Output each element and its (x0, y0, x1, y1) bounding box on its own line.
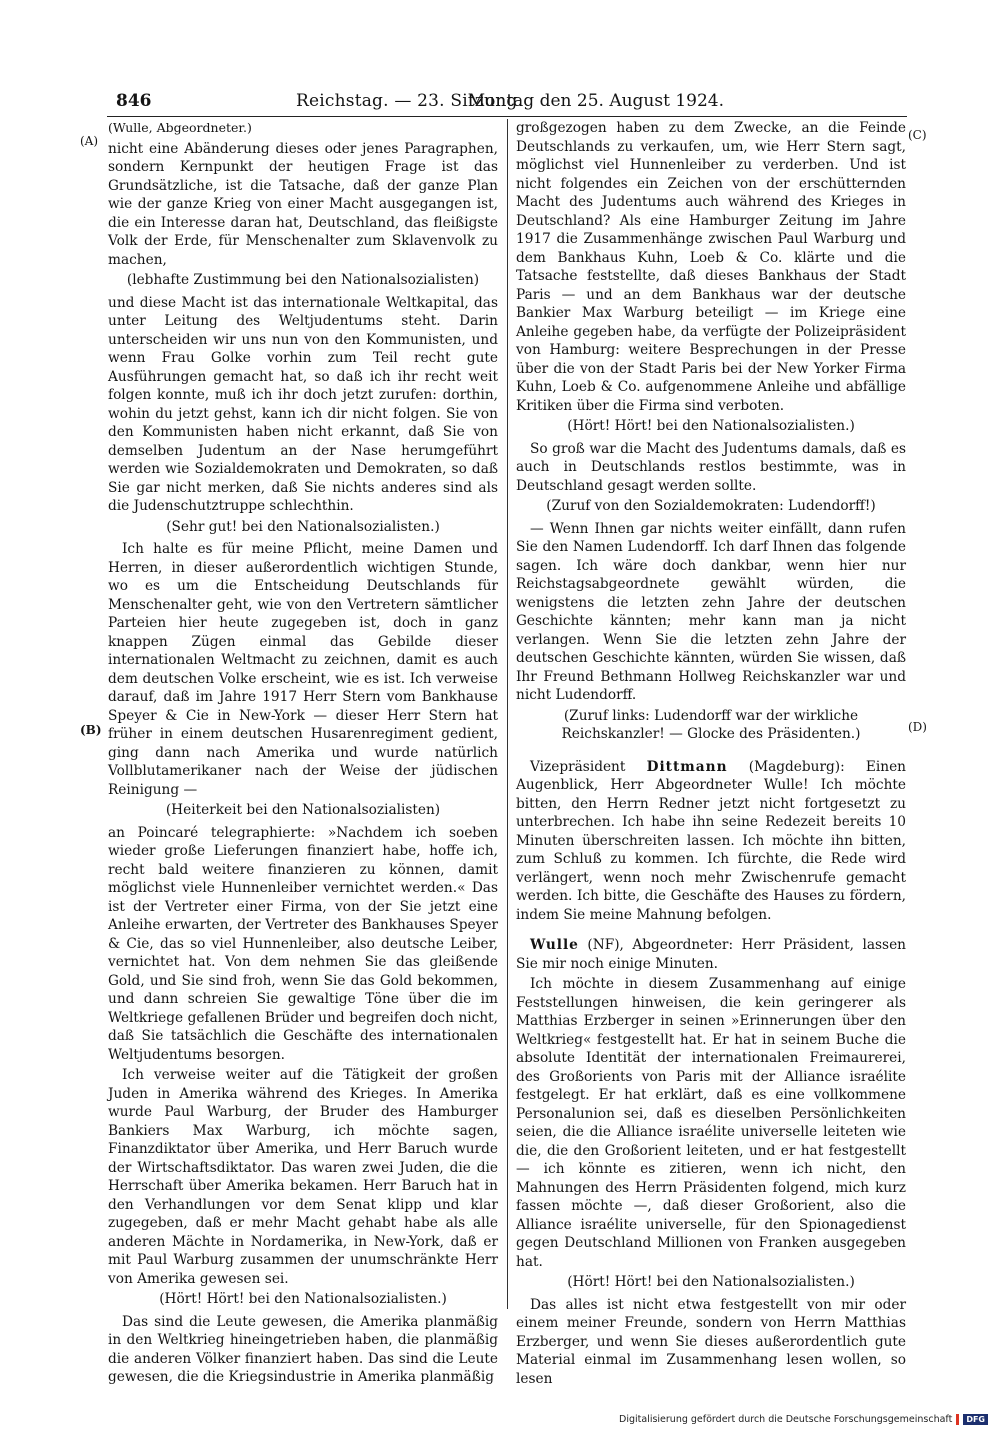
speaker-statement (516, 936, 906, 973)
vp-name: Dittmann (646, 758, 728, 775)
reaction: (Zuruf links: Ludendorff war der wirkliche Reichskanzler! — Glocke des Präsidenten.) (561, 707, 861, 742)
paragraph: und diese Macht ist das internationale Weltkapital, das unter Leitung des Weltjudentums steht. Darin unterscheiden wir uns nun von den Kommunisten, und wenn Frau Golke vorhin zum Teil recht gute Ausführungen gemacht hat, so daß ich ihr recht weit folgen konnte, muß ich ihr doch jetzt zurufen: dorthin, wohin du jetzt gehst, kann ich dir nicht folgen. Sie von den Kommunisten haben nicht erkannt, daß Sie von demselben Judentum an der Nase herumgeführt werden wie Sozialdemokraten und Demokraten, so daß Sie gar nicht merken, daß Sie nichts anderes sind als die Judenschutztruppe schlechthin. (108, 294, 498, 514)
paragraph: nicht eine Abänderung dieses oder jenes Paragraphen, sondern Kernpunkt der heutigen Frage ist das Grundsätzliche, ist die Tatsache, daß der ganze Plan wie der ganze Krieg von einer Macht ausgegangen ist, die ein Interesse daran hat, Deutschland, das fleißigste Volk der Erde, für Menschenalter zum Sklavenvolk zu machen, (108, 140, 498, 268)
vice-president-statement (516, 758, 906, 925)
vp-text: (Magdeburg): Einen Augenblick, Herr Abgeordneter Wulle! Ich möchte bitten, den Herrn Redner jetzt nicht fortgesetzt zu unterbrechen. Ich habe ihn seine Redezeit bereits 10 Minuten überschreiten lassen. Ich möchte ihn bitten, zum Schluß zu kommen. Ich fürchte, die Rede wird verlängert, wenn noch mehr Zwischenrufe gemacht werden. Ich bitte, die Geschäfte des Hauses zu fördern, indem Sie meine Mahnung befolgen. (516, 758, 906, 923)
reaction: (Sehr gut! bei den Nationalsozialisten.) (166, 518, 440, 535)
paragraph: — Wenn Ihnen gar nichts weiter einfällt, dann rufen Sie den Namen Ludendorff. Ich darf Ihnen das folgende sagen. Ich wäre doch dankbar, wenn hier nur Reichstagsabgeordnete gewählt würden, die wenigstens die letzten zehn Jahre der deutschen Geschichte kännten; mehr kann man ja nicht verlangen. Wenn Sie die letzten zehn Jahre der deutschen Geschichte kännten, würden Sie wissen, daß Ihr Freund Bethmann Hollweg Reichskanzler war und nicht Ludendorff. (516, 520, 906, 703)
paragraph: Das alles ist nicht etwa festgestellt von mir oder einem meiner Freunde, sondern von Herrn Matthias Erzberger, und wenn Sie dieses außerordentlich gute Material einmal im Zusammenhang lesen wollen, so lesen (516, 1296, 906, 1387)
right-column (516, 119, 906, 1390)
paragraph: Das sind die Leute gewesen, die Amerika planmäßig in den Weltkrieg hineingetrieben haben, die planmäßig die anderen Völker finanziert haben. Das sind die Leute gewesen, die die Kriegsindustrie in Amerika planmäßig (108, 1313, 498, 1385)
speaker-text: (NF), Abgeordneter: Herr Präsident, lassen Sie mir noch einige Minuten. (516, 937, 906, 972)
margin-mark-d: (D) (908, 720, 927, 734)
session-date: Montag den 25. August 1924. (467, 91, 724, 111)
digitization-footer (619, 1414, 988, 1425)
reaction: (Hört! Hört! bei den Nationalsozialisten.) (159, 1291, 447, 1307)
dfg-logo-mark-icon (956, 1414, 959, 1425)
paragraph: Ich verweise weiter auf die Tätigkeit der großen Juden in Amerika während des Krieges. In Amerika wurde Paul Warburg, der Bruder des Hamburger Bankiers Max Warburg, ich möchte sagen, Finanzdiktator über Amerika, und Herr Baruch wurde der Wirtschaftsdiktator. Das waren zwei Juden, die die Herrschaft über Amerika bekamen. Herr Baruch hat in den Verhandlungen vor dem Senat klipp und klar zugegeben, daß er mehr Macht gehabt habe als alle anderen Mächte in Nordamerika, in New-York, daß er mit Paul Warburg zusammen der unumschränkte Herr von Amerika gewesen sei. (108, 1067, 498, 1287)
margin-mark-a: (A) (80, 134, 99, 148)
page-header (116, 90, 724, 112)
reaction: (Heiterkeit bei den Nationalsozialisten) (165, 802, 441, 818)
header-rule (107, 116, 907, 117)
page-number: 846 (116, 91, 152, 111)
reaction: (Zuruf von den Sozialdemokraten: Ludendorff!) (546, 498, 876, 514)
paragraph: großgezogen haben zu dem Zwecke, an die Feinde Deutschlands zu verkaufen, um, wie Herr Stern sagt, möglichst viel Hunnenleiber zu verderben. Und ist nicht folgendes ein Zeichen von der erschütternden Macht des Judentums auch während des Krieges in Deutschland? Als eine Hamburger Zeitung im Jahre 1917 die Zusammenhänge zwischen Paul Warburg und dem Bankhaus Kuhn, Loeb & Co. klärte und die Tatsache feststellte, daß dieses Bankhaus der Stadt Paris — und an dem Bankhaus war der deutsche Bankier Max Warburg beteiligt — im Kriege eine Anleihe gegeben habe, da verfügte der Polizeipräsident von Hamburg: weitere Besprechungen in der Presse über die von der Stadt Paris bei der New Yorker Firma Kuhn, Loeb & Co. aufgenommene Anleihe und abfällige Kritiken über die Firma sind verboten. (516, 120, 906, 414)
speaker-head: (Wulle, Abgeordneter.) (108, 120, 252, 135)
footer-text: Digitalisierung gefördert durch die Deutsche Forschungsgemeinschaft (619, 1414, 953, 1425)
margin-mark-c: (C) (908, 128, 927, 142)
paragraph: an Poincaré telegraphierte: »Nachdem ich soeben wieder große Lieferungen finanziert habe, hoffe ich, recht bald weitere finanzieren zu können, damit möglichst viele Hunnenleiber vernichtet werden.« Das ist der Vertreter einer Firma, von der Sie jetzt eine Anleihe erwarten, der Vertreter des Bankhauses Speyer & Cie, das so viel Hunnenleiber, also deutsche Leiber, vernichtet hat. Von dem nehmen Sie das gleißende Gold, und Sie sind froh, wenn Sie das Gold bekommen, und dann schreien Sie gewaltige Töne über die im Weltkriege gefallenen Brüder und begreifen doch nicht, daß Sie tatsächlich die Geschäfte des internationalen Weltjudentums besorgen. (108, 824, 498, 1063)
paragraph: Ich möchte in diesem Zusammenhang auf einige Feststellungen hinweisen, die kein geringerer als Matthias Erzberger in seinen »Erinnerungen über den Weltkrieg« festgestellt hat. Er hat in seinem Buche die absolute Identität der internationalen Freimaurerei, des Großorients von Paris mit der Alliance israélite festgelegt. Er hat erklärt, daß es eine vollkommene Personalunion sei, daß es dieselben Persönlichkeiten seien, die die Alliance israélite universelle leiteten wie die, die den Großorient leiteten, und er hat festgestellt — ich könnte es zitieren, wenn ich nicht, den Mahnungen des Herrn Präsidenten folgend, mich kurz fassen möchte —, daß dieser Großorient, also die Alliance israélite universelle, für den Spionagedienst gegen Deutschland Millionen von Franken ausgegeben hat. (516, 976, 906, 1270)
reaction: (lebhafte Zustimmung bei den Nationalsozialisten) (126, 272, 480, 288)
left-column (108, 119, 498, 1389)
reaction: (Hört! Hört! bei den Nationalsozialisten.) (567, 1274, 855, 1290)
dfg-logo: DFG (963, 1414, 988, 1425)
column-divider (507, 119, 508, 1309)
speaker-name: Wulle (530, 937, 579, 953)
paragraph: So groß war die Macht des Judentums damals, daß es auch in Deutschlands restlos bestimmte, was in Deutschland gesagt werden sollte. (516, 440, 906, 494)
reaction: (Hört! Hört! bei den Nationalsozialisten.) (567, 418, 855, 434)
margin-mark-b: (B) (80, 723, 102, 737)
vp-prefix: Vizepräsident (530, 758, 626, 775)
paragraph: Ich halte es für meine Pflicht, meine Damen und Herren, in dieser außerordentlich wichtigen Stunde, wo es um die Entscheidung Deutschlands für Menschenalter geht, wie von den Vertretern sämtlicher Parteien hier heute zugegeben ist, doch in ganz knappen Zügen einmal das Gebilde dieser internationalen Weltmacht zu zeichnen, damit es auch dem deutschen Volke erscheint, wie es ist. Ich verweise darauf, daß im Jahre 1917 Herr Stern vom Bankhause Speyer & Cie in New-York — dieser Herr Stern hat früher in einem deutschen Husarenregiment gedient, ging dann nach Amerika und wurde natürlich Vollblutamerikaner nach der Weise der jüdischen Reinigung — (108, 541, 498, 798)
session-title: Reichstag. — 23. Sitzung. (296, 91, 524, 111)
